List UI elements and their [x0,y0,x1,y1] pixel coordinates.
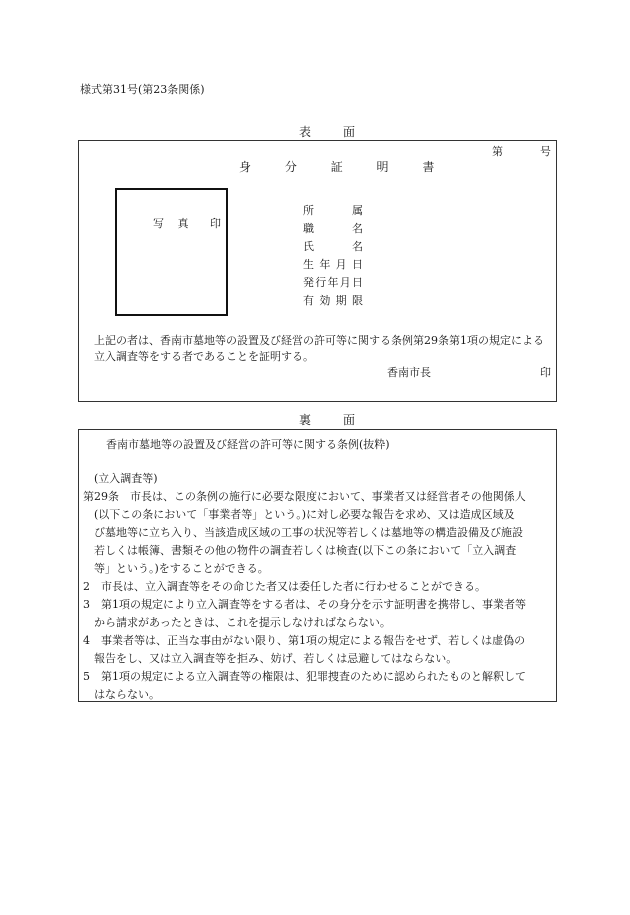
ordinance-line: 5 第1項の規定による立入調査等の権限は、犯罪捜査のために認められたものと解釈して [83,670,526,683]
title-char: 書 [422,160,435,174]
field-expiry-date: 有 効 期 限 [303,294,363,307]
ordinance-line: から請求があったときは、これを提示しなければならない。 [94,616,391,629]
photo-char: 写 [153,217,164,230]
photo-frame [115,188,228,316]
certification-text: 上記の者は、香南市墓地等の設置及び経営の許可等に関する条例第29条第1項の規定による立入調査等をする者であることを証明する。 [94,334,544,363]
field-birth-date: 生 年 月 日 [303,258,363,271]
ordinance-title: 香南市墓地等の設置及び経営の許可等に関する条例(抜粋) [106,438,390,451]
number-suffix: 号 [540,145,551,158]
field-job-title: 職 名 [303,222,363,235]
issuer-name: 香南市長 [387,366,431,379]
card-number-label [492,145,551,158]
photo-seal-label: 印 [210,217,221,230]
certificate-title [239,160,464,174]
title-char: 身 [239,160,252,174]
title-char: 分 [284,160,297,174]
ordinance-line: はならない。 [94,688,160,701]
title-char: 証 [330,160,343,174]
field-affiliation: 所 属 [303,204,363,217]
ordinance-line: 報告をし、又は立入調査等を拒み、妨げ、若しくは忌避してはならない。 [94,652,458,665]
field-name: 氏 名 [303,240,363,253]
ordinance-line: (以下この条において「事業者等」という。)に対し必要な報告を求め、又は造成区域及 [94,508,515,521]
ordinance-line: び墓地等に立ち入り、当該造成区域の工事の状況等若しくは墓地等の構造設備及び施設 [94,526,523,539]
ordinance-line: 3 第1項の規定により立入調査等をする者は、その身分を示す証明書を携帯し、事業者等 [83,598,526,611]
ordinance-line: 2 市長は、立入調査等をその命じた者又は委任した者に行わせることができる。 [83,580,486,593]
form-number: 様式第31号(第23条関係) [80,83,205,96]
title-char: 明 [376,160,389,174]
front-side-heading: 表 面 [299,125,366,139]
section-caption: (立入調査等) [94,472,158,485]
photo-char: 真 [177,217,189,230]
id-card-back [78,429,557,702]
ordinance-line: 第29条 市長は、この条例の施行に必要な限度において、事業者又は経営者その他関係人 [83,490,526,503]
ordinance-line: 等」という。)をすることができる。 [94,562,269,575]
back-side-heading: 裏 面 [299,413,366,427]
ordinance-line: 4 事業者等は、正当な事由がない限り、第1項の規定による報告をせず、若しくは虚偽の [83,634,526,647]
issuer-seal: 印 [540,366,551,379]
id-card-front [78,140,557,402]
ordinance-line: 若しくは帳簿、書類その他の物件の調査若しくは検査(以下この条において「立入調査 [94,544,517,557]
photo-label [153,217,199,230]
field-issue-date: 発行年月日 [303,276,363,289]
number-prefix: 第 [492,145,503,158]
